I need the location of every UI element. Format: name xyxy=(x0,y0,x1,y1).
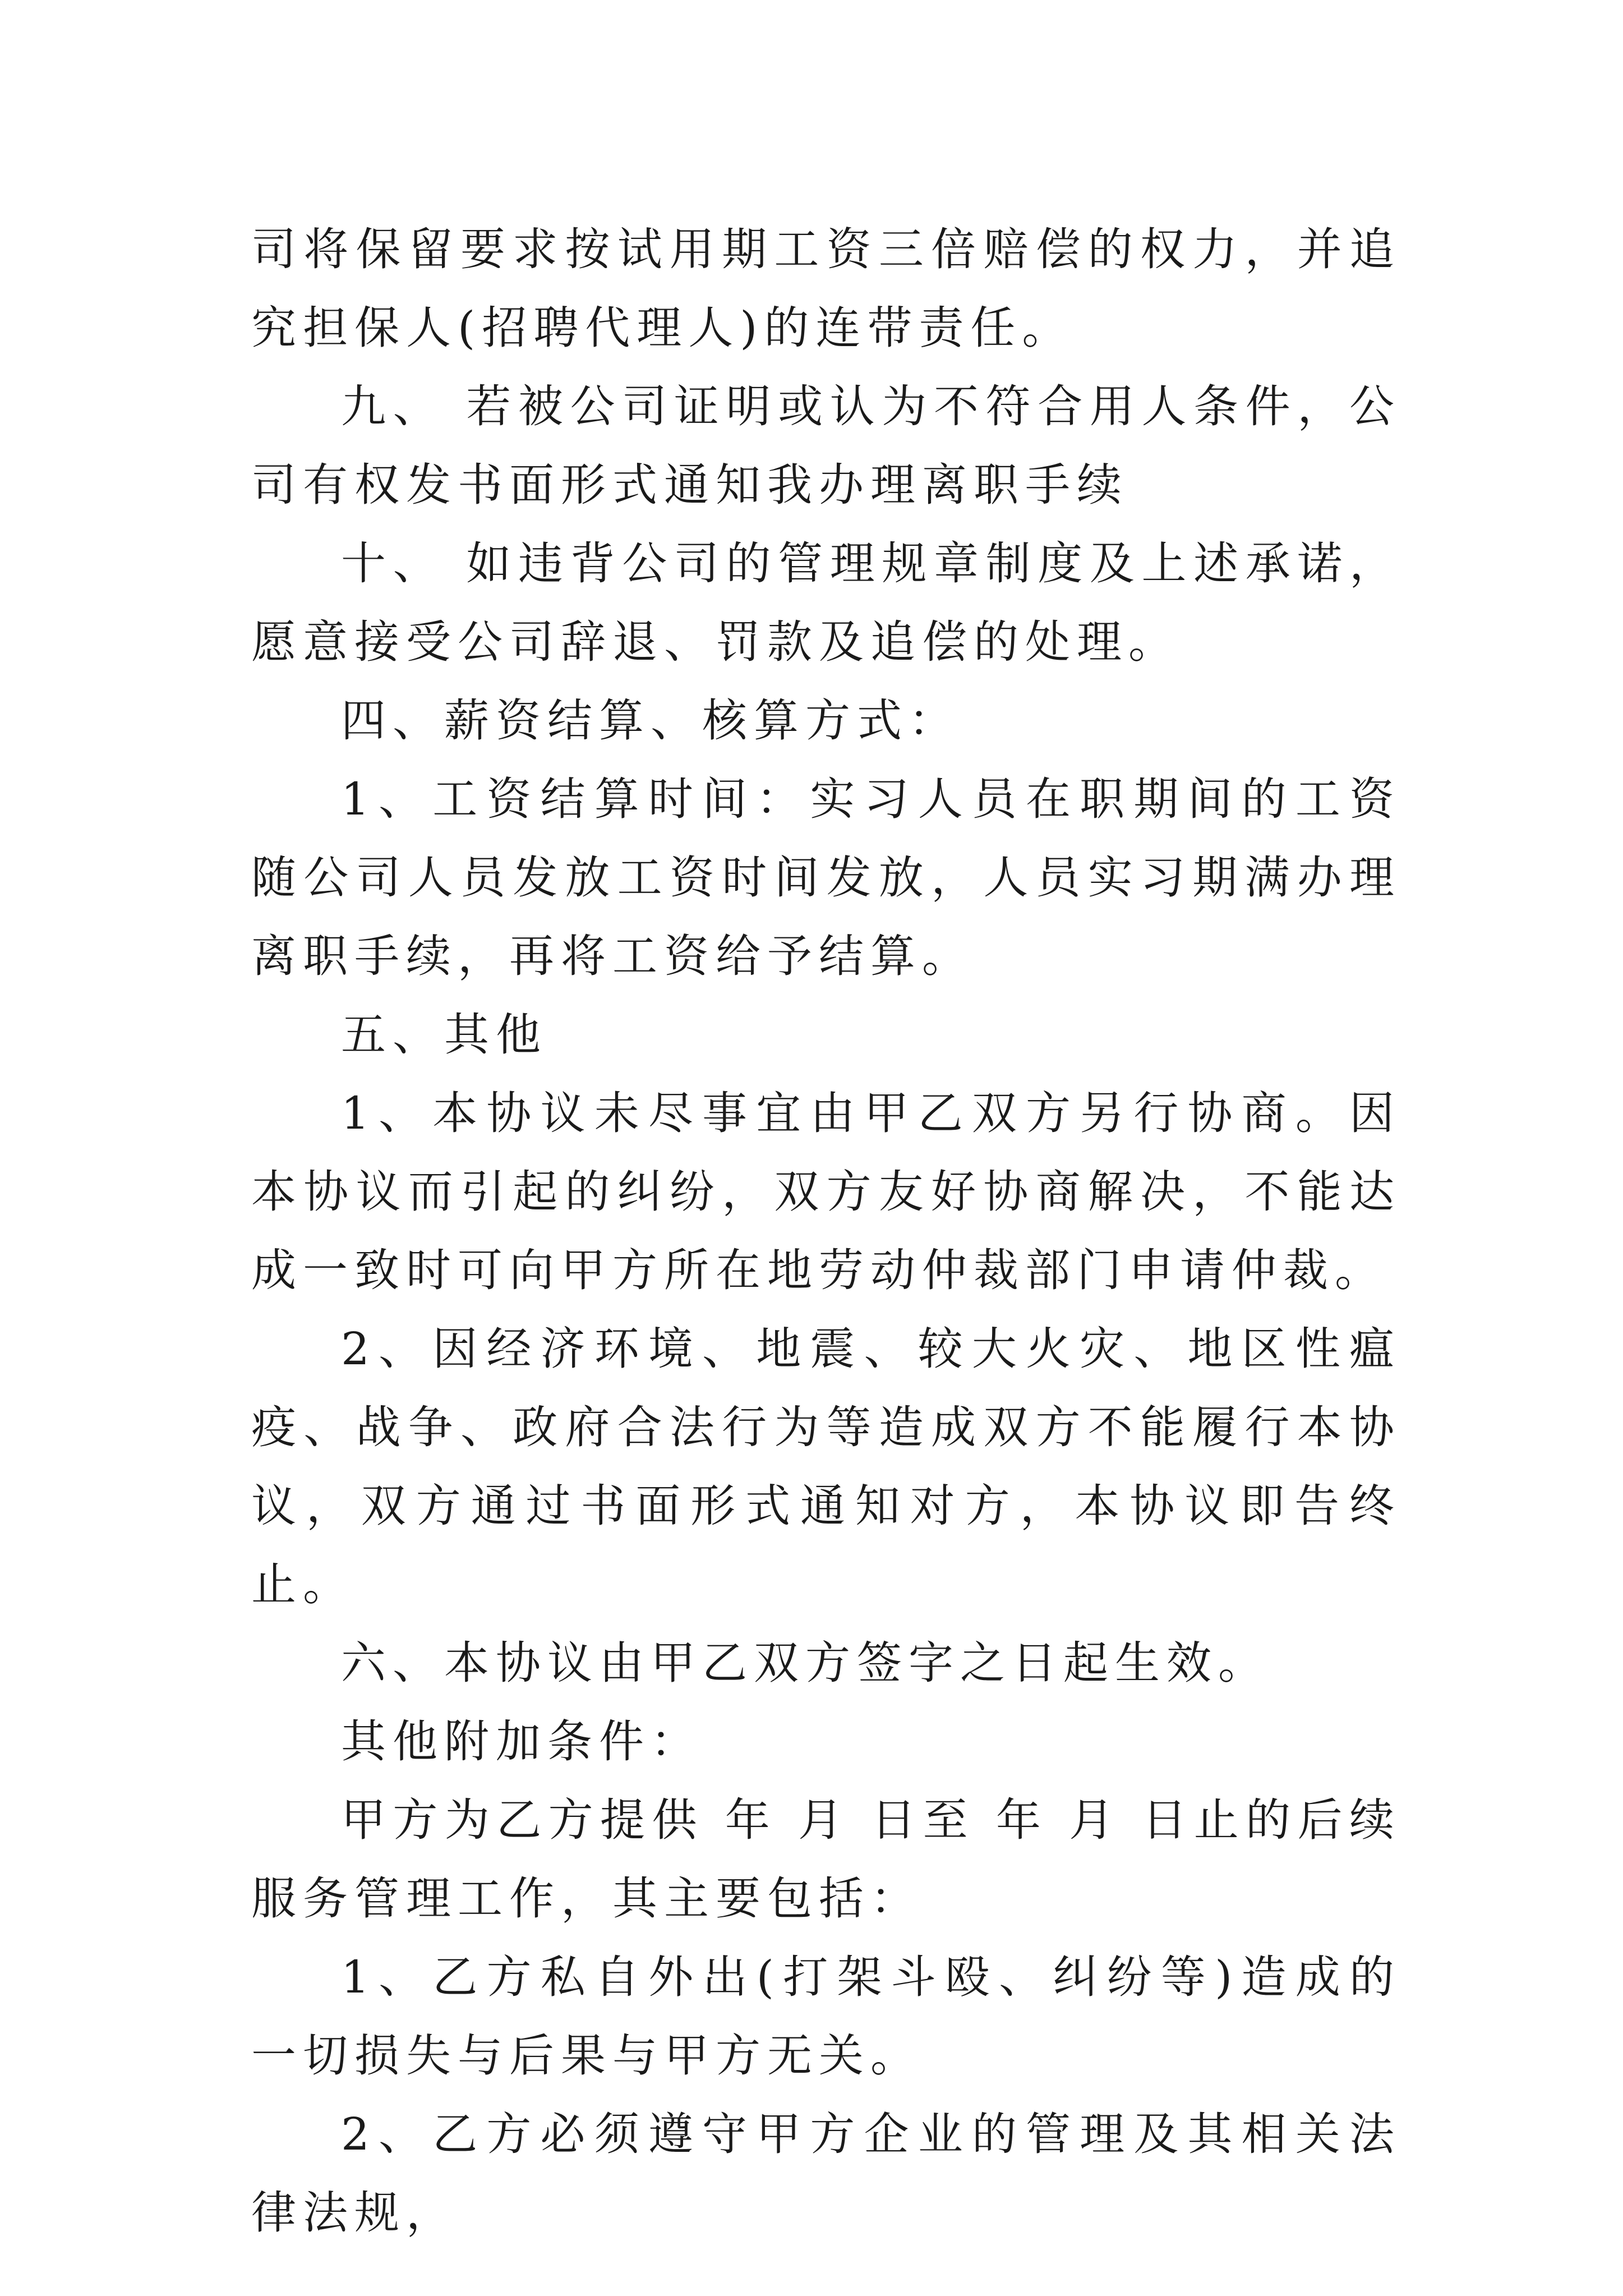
paragraph-3: 十、 如违背公司的管理规章制度及上述承诺，愿意接受公司辞退、罚款及追偿的处理。 xyxy=(251,537,1401,668)
paragraph-12: 1、乙方私自外出(打架斗殴、纠纷等)造成的一切损失与后果与甲方无关。 xyxy=(251,1951,1401,2082)
paragraph-11: 甲方为乙方提供 年 月 日至 年 月 日止的后续服务管理工作，其主要包括： xyxy=(251,1794,1401,1925)
section-heading-salary: 四、薪资结算、核算方式： xyxy=(341,694,960,747)
section-heading-other: 五、其他 xyxy=(341,1009,547,1061)
paragraph-8: 2、因经济环境、地震、较大火灾、地区性瘟疫、战争、政府合法行为等造成双方不能履行本协议，双方通过书面形式通知对方，本协议即告终止。 xyxy=(251,1323,1401,1611)
document-body xyxy=(251,210,1401,2252)
paragraph-1: 司将保留要求按试用期工资三倍赔偿的权力，并追究担保人(招聘代理人)的连带责任。 xyxy=(251,223,1401,354)
paragraph-5: 1、工资结算时间：实习人员在职期间的工资随公司人员发放工资时间发放，人员实习期满办理离职手续，再将工资给予结算。 xyxy=(251,773,1401,982)
section-heading-effective: 六、本协议由甲乙双方签字之日起生效。 xyxy=(341,1637,1270,1689)
paragraph-13: 2、乙方必须遵守甲方企业的管理及其相关法律法规， xyxy=(251,2108,1401,2239)
paragraph-7: 1、本协议未尽事宜由甲乙双方另行协商。因本协议而引起的纠纷，双方友好协商解决，不能达成一致时可向甲方所在地劳动仲裁部门申请仲裁。 xyxy=(251,1087,1401,1296)
section-heading-additional: 其他附加条件： xyxy=(341,1715,702,1768)
paragraph-2: 九、 若被公司证明或认为不符合用人条件，公司有权发书面形式通知我办理离职手续 xyxy=(251,380,1401,511)
